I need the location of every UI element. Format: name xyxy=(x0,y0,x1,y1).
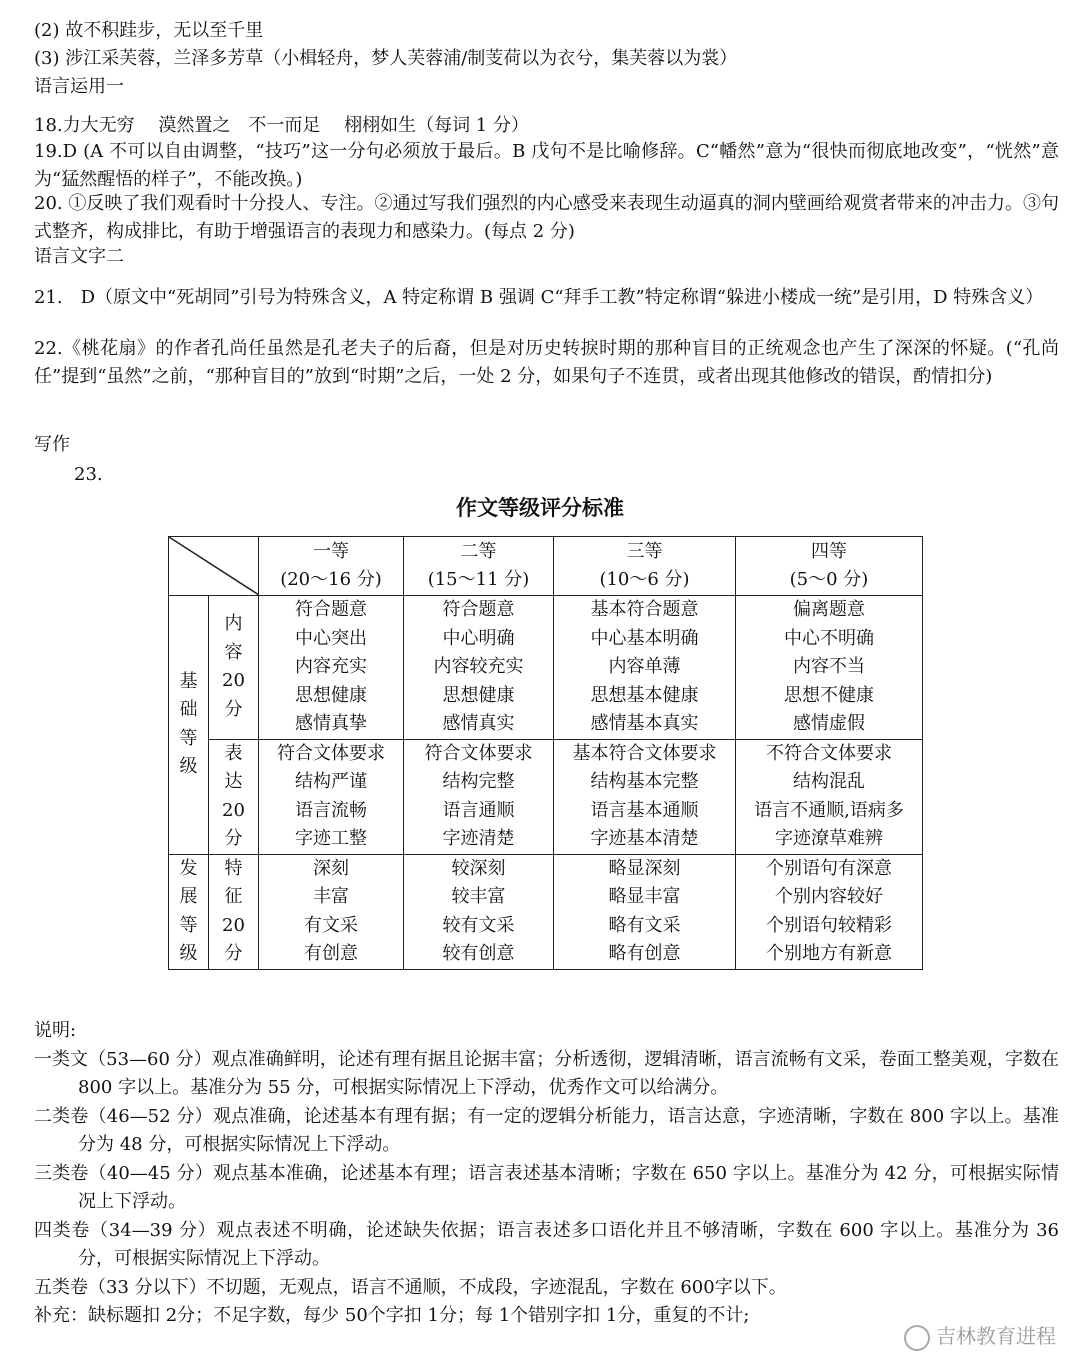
watermark-text: 吉林教育进程 xyxy=(936,1324,1056,1348)
notes-heading: 说明: xyxy=(34,1020,77,1041)
row-label-expression: 表 达 20 分 xyxy=(209,739,259,854)
answer-line-3: (3) 涉江采芙蓉，兰泽多芳草（小楫轻舟，梦人芙蓉浦/制芰荷以为衣兮，集芙蓉以为裳） xyxy=(34,48,738,69)
cell-expression-grade1: 符合文体要求 结构严谨 语言流畅 字迹工整 xyxy=(259,739,404,854)
answer-21: 21. D（原文中“死胡同”引号为特殊含义，A 特定称谓 B 强调 C“拜手工教”特定称谓“躲进小楼成一统”是引用，D 特殊含义） xyxy=(34,287,1044,308)
grading-table xyxy=(168,536,923,970)
section-heading-language-text-2: 语言文字二 xyxy=(34,246,124,267)
table-header-row xyxy=(169,537,923,596)
answer-22: 22.《桃花扇》的作者孔尚任虽然是孔老夫子的后裔，但是对历史转捩时期的那种盲目的正统观念也产生了深深的怀疑。(“孔尚任”提到“虽然”之前，“那种盲目的”放到“时期”之后，一处 2 分，如果句子不连贯，或者出现其他修改的错误，酌情扣分) xyxy=(34,338,1059,387)
cell-content-grade2: 符合题意 中心明确 内容较充实 思想健康 感情真实 xyxy=(404,596,554,740)
diagonal-header-cell xyxy=(169,537,259,596)
grade-header-3: 三等 (10～6 分) xyxy=(554,537,736,596)
cell-feature-grade2: 较深刻 较丰富 较有文采 较有创意 xyxy=(404,854,554,969)
row-label-feature: 特 征 20 分 xyxy=(209,854,259,969)
answer-20: 20. ①反映了我们观看时十分投人、专注。②通过写我们强烈的内心感受来表现生动逼真的洞内壁画给观赏者带来的冲击力。③句式整齐，构成排比，有助于增强语言的表现力和感染力。(每点 2 分) xyxy=(34,193,1059,242)
cell-feature-grade3: 略显深刻 略显丰富 略有文采 略有创意 xyxy=(554,854,736,969)
note-supplement: 补充：缺标题扣 2分；不足字数，每少 50个字扣 1分；每 1个错别字扣 1分，重复的不计; xyxy=(34,1305,750,1326)
cell-feature-grade1: 深刻 丰富 有文采 有创意 xyxy=(259,854,404,969)
cell-content-grade4: 偏离题意 中心不明确 内容不当 思想不健康 感情虚假 xyxy=(736,596,923,740)
wechat-icon xyxy=(904,1325,930,1351)
group-basic-level: 基 础 等 级 xyxy=(169,596,209,855)
cell-content-grade1: 符合题意 中心突出 内容充实 思想健康 感情真挚 xyxy=(259,596,404,740)
table-row-feature xyxy=(169,854,923,969)
cell-content-grade3: 基本符合题意 中心基本明确 内容单薄 思想基本健康 感情基本真实 xyxy=(554,596,736,740)
cell-expression-grade4: 不符合文体要求 结构混乱 语言不通顺,语病多 字迹潦草难辨 xyxy=(736,739,923,854)
section-heading-writing: 写作 xyxy=(34,434,70,455)
grade-header-1: 一等 (20～16 分) xyxy=(259,537,404,596)
note-class-2: 二类卷（46—52 分）观点准确，论述基本有理有据；有一定的逻辑分析能力，语言达意，字迹清晰，字数在 800 字以上。基准分为 48 分，可根据实际情况上下浮动。 xyxy=(34,1106,1059,1155)
cell-expression-grade3: 基本符合文体要求 结构基本完整 语言基本通顺 字迹基本清楚 xyxy=(554,739,736,854)
answer-line-2: (2) 故不积跬步，无以至千里 xyxy=(34,20,264,41)
answer-19: 19.D (A 不可以自由调整，“技巧”这一分句必须放于最后。B 戊句不是比喻修辞。C“幡然”意为“很快而彻底地改变”，“恍然”意为“猛然醒悟的样子”，不能改换。) xyxy=(34,141,1059,190)
table-row-expression xyxy=(169,739,923,854)
group-development-level: 发 展 等 级 xyxy=(169,854,209,969)
grade-header-2: 二等 (15～11 分) xyxy=(404,537,554,596)
grade-header-4: 四等 (5～0 分) xyxy=(736,537,923,596)
note-class-4: 四类卷（34—39 分）观点表述不明确，论述缺失依据；语言表述多口语化并且不够清晰，字数在 600 字以上。基准分为 36 分，可根据实际情况上下浮动。 xyxy=(34,1220,1059,1269)
diagonal-line xyxy=(169,537,259,595)
watermark xyxy=(898,1318,1062,1353)
section-heading-language-use-1: 语言运用一 xyxy=(34,76,124,97)
note-class-5: 五类卷（33 分以下）不切题，无观点，语言不通顺，不成段，字迹混乱，字数在 600字以下。 xyxy=(34,1277,787,1298)
note-class-3: 三类卷（40—45 分）观点基本准确，论述基本有理；语言表述基本清晰；字数在 650 字以上。基准分为 42 分，可根据实际情况上下浮动。 xyxy=(34,1163,1059,1212)
question-23-label: 23. xyxy=(74,464,103,485)
table-row-content xyxy=(169,596,923,740)
table-title: 作文等级评分标准 xyxy=(456,495,624,520)
cell-expression-grade2: 符合文体要求 结构完整 语言通顺 字迹清楚 xyxy=(404,739,554,854)
cell-feature-grade4: 个别语句有深意 个别内容较好 个别语句较精彩 个别地方有新意 xyxy=(736,854,923,969)
answer-18: 18.力大无穷 漠然置之 不一而足 栩栩如生（每词 1 分） xyxy=(34,115,529,136)
note-class-1: 一类文（53—60 分）观点准确鲜明，论述有理有据且论据丰富；分析透彻，逻辑清晰，语言流畅有文采，卷面工整美观，字数在 800 字以上。基准分为 55 分，可根据实际情况上下浮动，优秀作文可以给满分。 xyxy=(34,1049,1059,1098)
row-label-content: 内 容 20 分 xyxy=(209,596,259,740)
